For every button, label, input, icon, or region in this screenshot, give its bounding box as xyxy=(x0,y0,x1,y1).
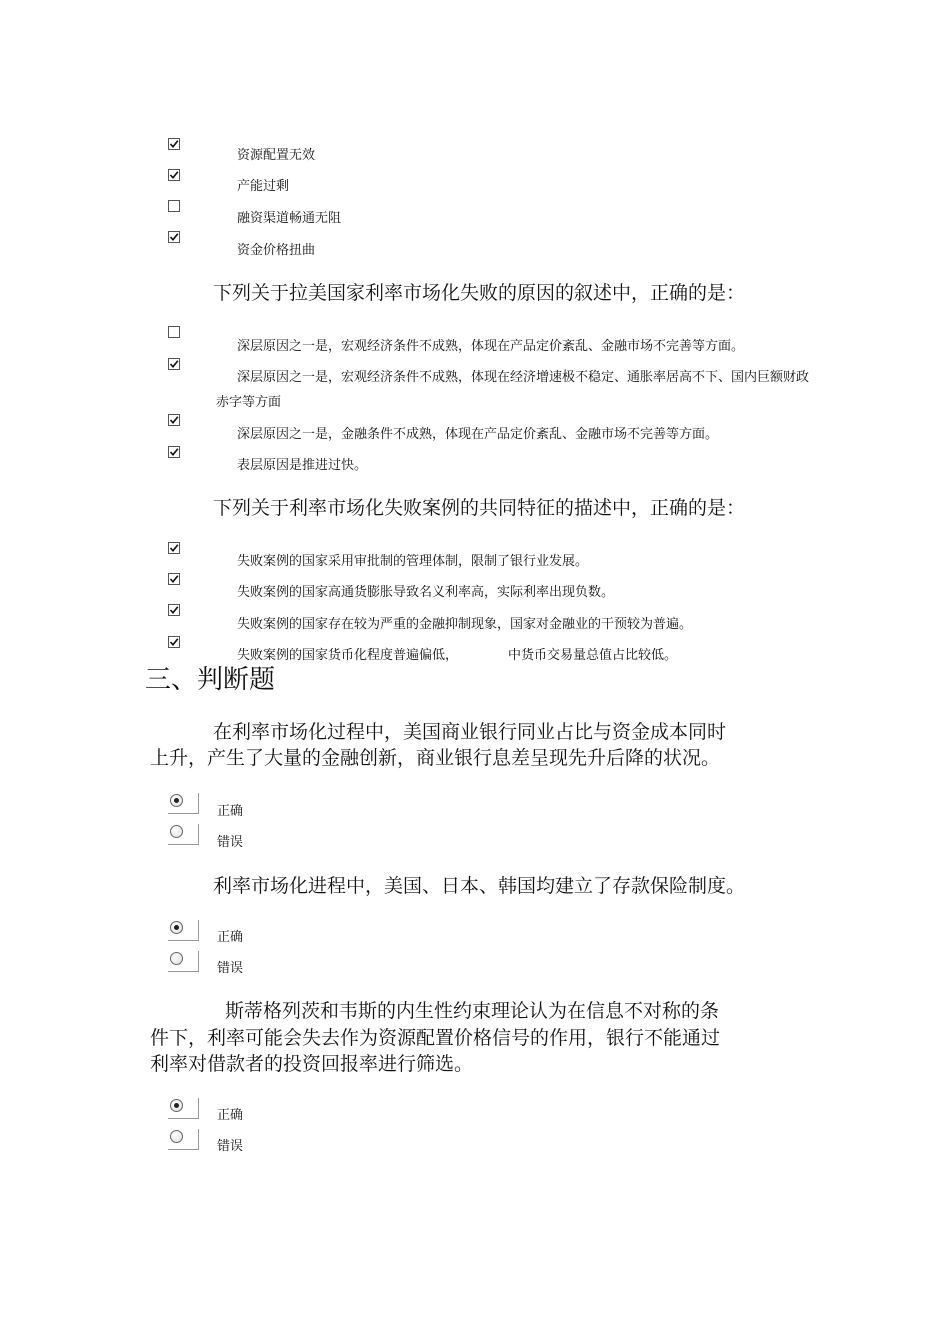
radio-q3-true[interactable] xyxy=(170,1099,183,1112)
radio-q1-true[interactable] xyxy=(170,794,183,807)
checkbox-s1-3[interactable] xyxy=(168,231,180,243)
option-label: 深层原因之一是，宏观经济条件不成熟，体现在经济增速极不稳定、通胀率居高不下、国内巨额财政 xyxy=(237,370,810,385)
checkbox-s3-1[interactable] xyxy=(168,573,180,585)
radio-label: 错误 xyxy=(217,835,244,850)
option-label: 融资渠道畅通无阻 xyxy=(237,211,342,226)
question-text: 下列关于利率市场化失败案例的共同特征的描述中，正确的是： xyxy=(213,497,746,519)
checkbox-s3-2[interactable] xyxy=(168,604,180,616)
checkbox-s3-3[interactable] xyxy=(168,636,180,648)
question-line: 在利率市场化过程中，美国商业银行同业占比与资金成本同时 xyxy=(213,721,727,743)
checkbox-s2-3[interactable] xyxy=(168,446,180,458)
radio-label: 正确 xyxy=(217,930,244,945)
radio-label: 正确 xyxy=(217,1108,244,1123)
option-label: 资源配置无效 xyxy=(237,148,316,163)
checkbox-s1-1[interactable] xyxy=(168,169,180,181)
option-label: 资金价格扭曲 xyxy=(237,243,316,258)
radio-dot xyxy=(174,925,179,930)
question-line: 利率对借款者的投资回报率进行筛选。 xyxy=(150,1053,474,1075)
option-label: 失败案例的国家采用审批制的管理体制，限制了银行业发展。 xyxy=(237,554,589,569)
option-label: 失败案例的国家货币化程度普遍偏低， xyxy=(237,648,459,663)
question-line: 利率市场化进程中，美国、日本、韩国均建立了存款保险制度。 xyxy=(213,875,746,897)
question-line: 上升，产生了大量的金融创新，商业银行息差呈现先升后降的状况。 xyxy=(150,747,721,769)
question-text: 下列关于拉美国家利率市场化失败的原因的叙述中，正确的是： xyxy=(213,282,746,304)
radio-dot xyxy=(174,798,179,803)
radio-label: 错误 xyxy=(217,961,244,976)
checkbox-s3-0[interactable] xyxy=(168,542,180,554)
checkbox-s2-2[interactable] xyxy=(168,414,180,426)
checkbox-s2-0[interactable] xyxy=(168,326,180,338)
radio-q1-false[interactable] xyxy=(170,825,183,838)
option-label: 产能过剩 xyxy=(237,179,290,194)
checkbox-s1-2[interactable] xyxy=(168,200,180,212)
option-label-continued: 赤字等方面 xyxy=(216,395,282,410)
radio-dot xyxy=(174,1103,179,1108)
question-line: 斯蒂格列茨和韦斯的内生性约束理论认为在信息不对称的条 xyxy=(225,1000,720,1022)
question-line: 件下，利率可能会失去作为资源配置价格信号的作用，银行不能通过 xyxy=(150,1027,721,1049)
checkbox-s1-0[interactable] xyxy=(168,138,180,150)
radio-label: 正确 xyxy=(217,804,244,819)
section-heading: 三、判断题 xyxy=(145,665,276,695)
option-label-part2: 中货币交易量总值占比较低。 xyxy=(508,648,678,663)
option-label: 深层原因之一是，金融条件不成熟，体现在产品定价紊乱、金融市场不完善等方面。 xyxy=(237,427,719,442)
option-label: 表层原因是推进过快。 xyxy=(237,458,368,473)
radio-q3-false[interactable] xyxy=(170,1130,183,1143)
radio-label: 错误 xyxy=(217,1139,244,1154)
radio-q2-true[interactable] xyxy=(170,921,183,934)
option-label: 失败案例的国家高通货膨胀导致名义利率高，实际利率出现负数。 xyxy=(237,585,615,600)
checkbox-s2-1[interactable] xyxy=(168,358,180,370)
radio-q2-false[interactable] xyxy=(170,952,183,965)
option-label: 失败案例的国家存在较为严重的金融抑制现象，国家对金融业的干预较为普遍。 xyxy=(237,617,693,632)
option-label: 深层原因之一是，宏观经济条件不成熟，体现在产品定价紊乱、金融市场不完善等方面。 xyxy=(237,339,745,354)
